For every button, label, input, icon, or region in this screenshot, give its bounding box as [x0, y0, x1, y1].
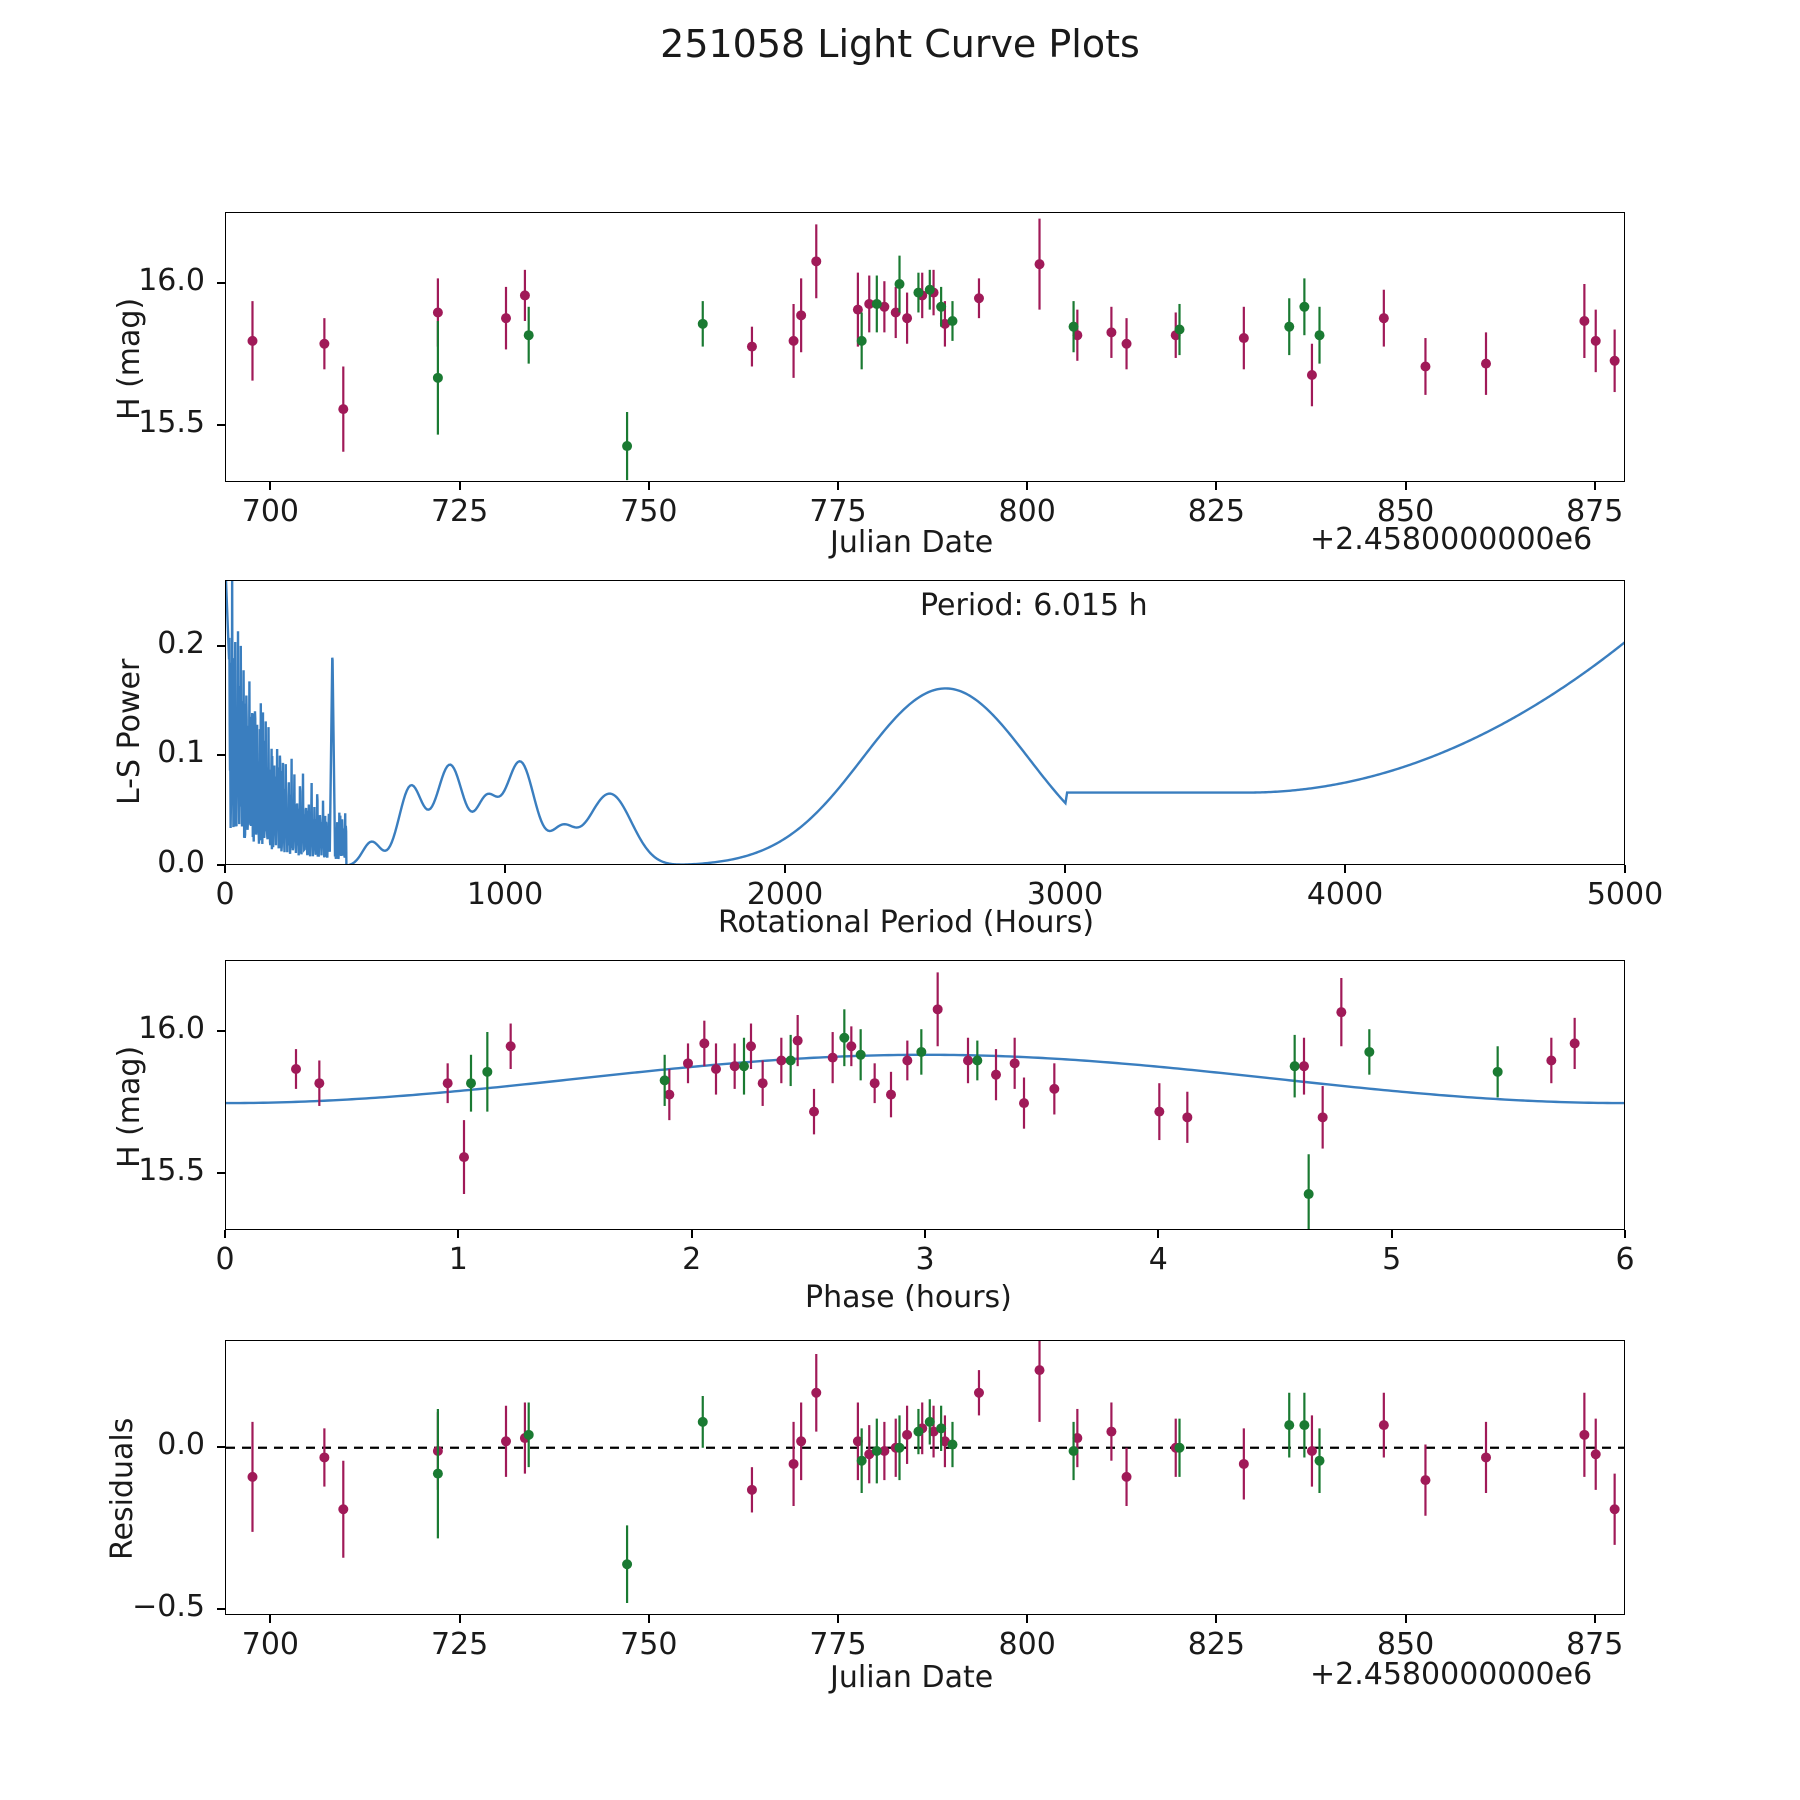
x-tick-label: 800: [998, 1627, 1056, 1662]
panel1-x-offset-label: +2.4580000000e6: [1310, 522, 1593, 557]
x-tick-label: 850: [1376, 494, 1435, 529]
x-tick-mark: [648, 482, 650, 490]
x-tick-label: 825: [1187, 1627, 1245, 1662]
x-tick-mark: [648, 1615, 650, 1623]
x-tick-label: 775: [809, 1627, 867, 1662]
panel1-y-axis-label: H (mag): [112, 297, 147, 420]
x-tick-mark: [924, 1230, 926, 1238]
y-tick-label: 16.0: [138, 1011, 205, 1047]
x-tick-label: 0: [215, 877, 235, 912]
x-tick-mark: [1624, 1230, 1626, 1238]
x-tick-label: 750: [620, 494, 678, 529]
x-tick-mark: [269, 1615, 271, 1623]
x-tick-label: 850: [1376, 1627, 1435, 1662]
x-tick-label: 4000: [1306, 877, 1384, 912]
periodogram-plot-area: [226, 581, 1625, 865]
x-tick-label: 1: [448, 1242, 468, 1277]
x-tick-mark: [1026, 482, 1028, 490]
x-tick-mark: [1064, 865, 1066, 873]
y-tick-mark: [217, 282, 225, 284]
x-tick-mark: [837, 482, 839, 490]
x-tick-mark: [1215, 1615, 1217, 1623]
x-tick-label: 750: [620, 1627, 678, 1662]
x-tick-label: 5: [1382, 1242, 1402, 1277]
x-tick-mark: [784, 865, 786, 873]
x-tick-mark: [224, 1230, 226, 1238]
x-tick-label: 875: [1566, 1627, 1624, 1662]
y-tick-label: 0.0: [157, 845, 205, 880]
x-tick-label: 725: [430, 1627, 489, 1662]
panel4-y-axis-label: Residuals: [105, 1417, 140, 1560]
panel4-x-offset-label: +2.4580000000e6: [1310, 1657, 1593, 1692]
x-tick-label: 6: [1615, 1242, 1635, 1277]
y-tick-mark: [217, 1030, 225, 1032]
x-tick-label: 2: [682, 1242, 702, 1277]
residuals-plot-area: [226, 1341, 1625, 1615]
y-tick-mark: [217, 864, 225, 866]
x-tick-label: 775: [809, 494, 867, 529]
y-tick-label: 0.1: [157, 735, 205, 771]
x-tick-mark: [269, 482, 271, 490]
x-tick-mark: [459, 1615, 461, 1623]
y-tick-mark: [217, 424, 225, 426]
x-tick-label: 700: [241, 494, 300, 529]
x-tick-mark: [504, 865, 506, 873]
lightcurve-plot-area: [226, 213, 1625, 482]
panel2-x-axis-label: Rotational Period (Hours): [718, 905, 1095, 940]
x-tick-label: 800: [998, 494, 1056, 529]
y-tick-label: 15.5: [138, 1153, 205, 1189]
y-tick-label: 15.5: [138, 405, 205, 441]
y-tick-mark: [217, 1172, 225, 1174]
x-tick-mark: [1157, 1230, 1159, 1238]
y-tick-label: 0.2: [157, 625, 205, 661]
x-tick-mark: [1215, 482, 1217, 490]
x-tick-mark: [691, 1230, 693, 1238]
y-tick-label: −0.5: [132, 1588, 205, 1624]
x-tick-label: 5000: [1586, 877, 1664, 912]
x-tick-label: 1000: [466, 877, 544, 912]
panel2-y-axis-label: L-S Power: [112, 658, 147, 805]
x-tick-label: 0: [215, 1242, 235, 1277]
phase-folded-plot-area: [226, 961, 1625, 1230]
x-tick-mark: [1391, 1230, 1393, 1238]
x-tick-label: 3000: [1026, 877, 1104, 912]
y-tick-label: 16.0: [138, 263, 205, 299]
y-tick-mark: [217, 1446, 225, 1448]
x-tick-label: 2000: [746, 877, 824, 912]
x-tick-mark: [459, 482, 461, 490]
x-tick-mark: [1405, 1615, 1407, 1623]
x-tick-label: 700: [241, 1627, 300, 1662]
x-tick-label: 725: [430, 494, 489, 529]
x-tick-label: 3: [915, 1242, 935, 1277]
x-tick-mark: [837, 1615, 839, 1623]
x-tick-mark: [457, 1230, 459, 1238]
panel1-x-axis-label: Julian Date: [830, 525, 994, 560]
x-tick-mark: [1026, 1615, 1028, 1623]
panel3-x-axis-label: Phase (hours): [805, 1280, 1012, 1315]
x-tick-mark: [1594, 1615, 1596, 1623]
x-tick-mark: [1594, 482, 1596, 490]
y-tick-mark: [217, 1608, 225, 1610]
x-tick-label: 875: [1566, 494, 1624, 529]
x-tick-mark: [224, 865, 226, 873]
panel4-x-axis-label: Julian Date: [830, 1660, 994, 1695]
figure-title: 251058 Light Curve Plots: [660, 22, 1140, 66]
x-tick-label: 825: [1187, 494, 1245, 529]
y-tick-label: 0.0: [157, 1426, 205, 1462]
period-annotation: Period: 6.015 h: [920, 588, 1148, 623]
y-tick-mark: [217, 754, 225, 756]
x-tick-mark: [1624, 865, 1626, 873]
y-tick-mark: [217, 645, 225, 647]
x-tick-mark: [1405, 482, 1407, 490]
x-tick-label: 4: [1148, 1242, 1168, 1277]
x-tick-mark: [1344, 865, 1346, 873]
panel3-y-axis-label: H (mag): [112, 1045, 147, 1168]
